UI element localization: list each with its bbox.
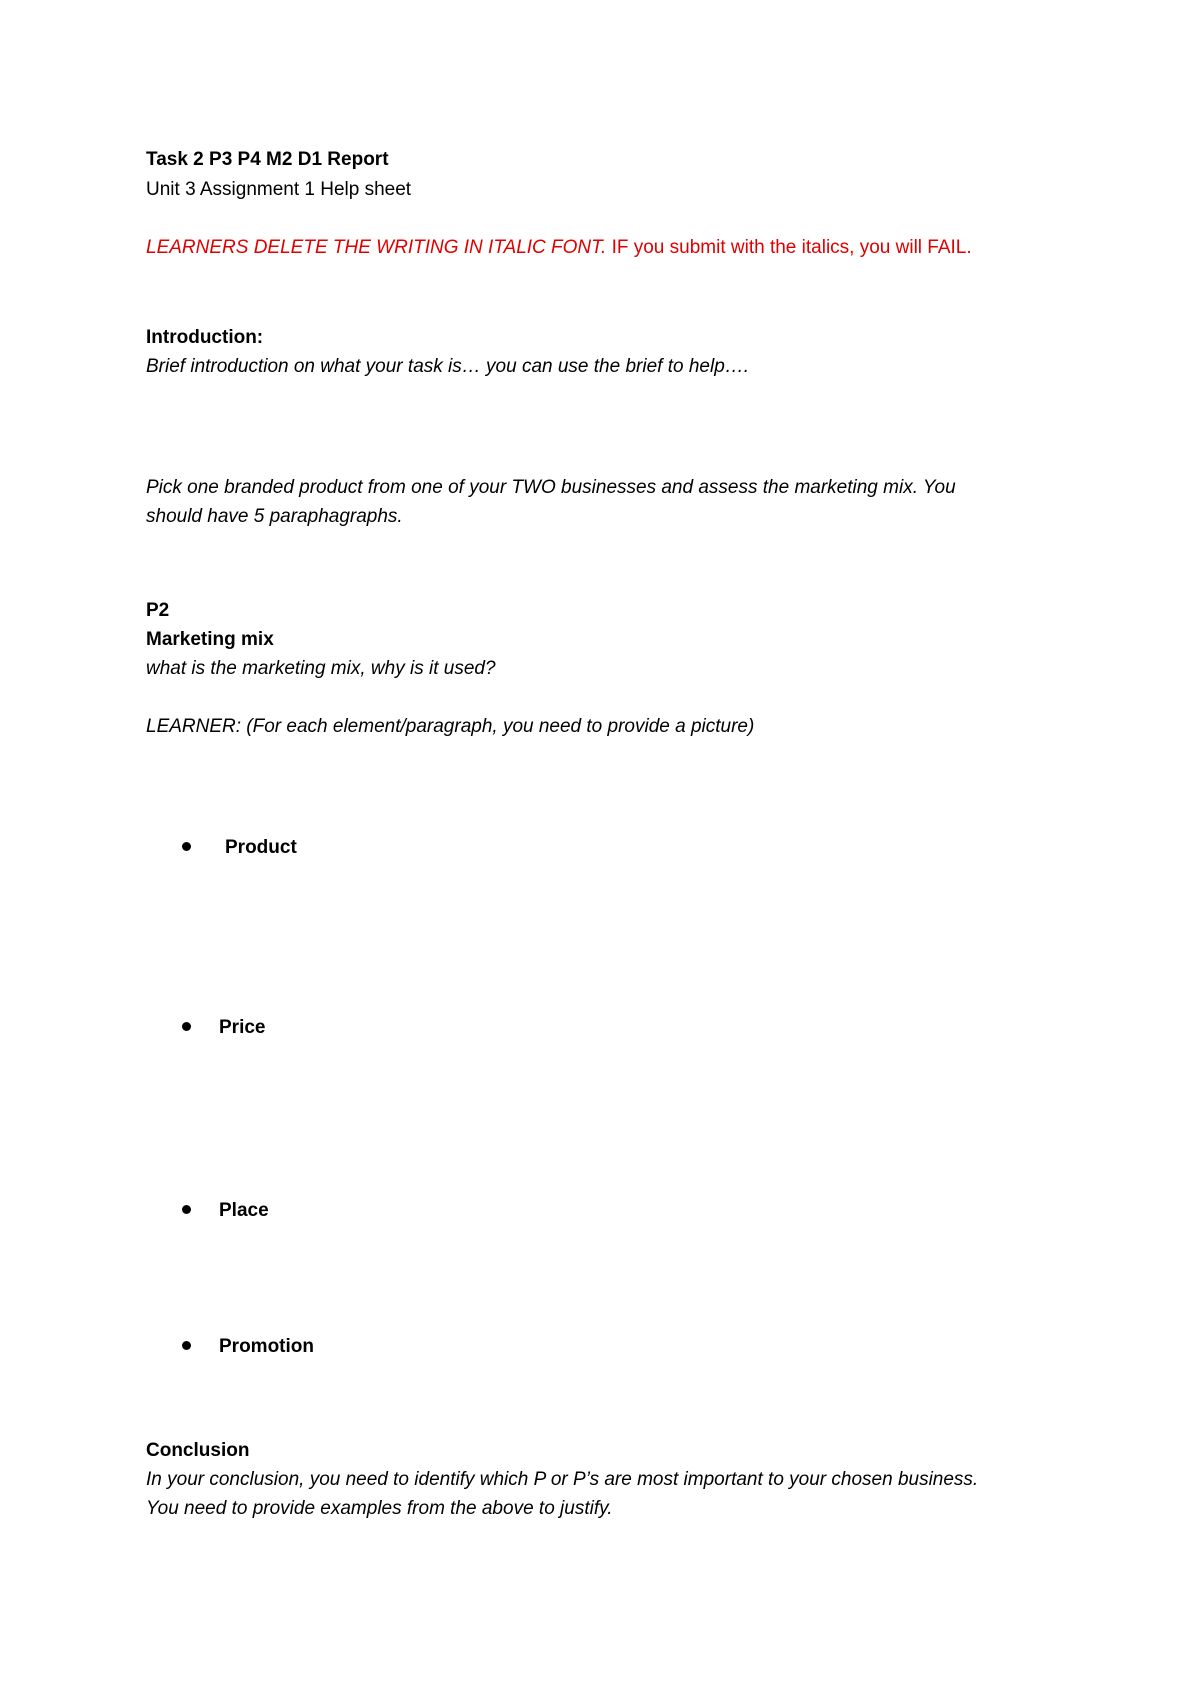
document-title: Task 2 P3 P4 M2 D1 Report xyxy=(146,149,389,170)
instruction-line-2: should have 5 paraphagraphs. xyxy=(146,506,403,527)
conclusion-heading: Conclusion xyxy=(146,1440,250,1461)
introduction-text: Brief introduction on what your task is… you can use the brief to help…. xyxy=(146,356,750,377)
bullet-promotion-label: Promotion xyxy=(219,1336,314,1357)
marketing-mix-question: what is the marketing mix, why is it used? xyxy=(146,658,496,679)
bullet-icon xyxy=(182,1205,191,1214)
marketing-mix-heading: Marketing mix xyxy=(146,629,274,650)
instruction-line-1: Pick one branded product from one of your TWO businesses and assess the marketing mix. You xyxy=(146,477,956,498)
bullet-product-label: Product xyxy=(225,837,297,858)
italic-warning xyxy=(146,234,972,262)
learner-note: LEARNER: (For each element/paragraph, you need to provide a picture) xyxy=(146,716,755,737)
warning-plain-text: IF you submit with the italics, you will FAIL. xyxy=(606,237,972,258)
conclusion-line-1: In your conclusion, you need to identify which P or P’s are most important to your chosen business. xyxy=(146,1469,979,1490)
bullet-icon xyxy=(182,1022,191,1031)
p2-label: P2 xyxy=(146,600,170,621)
warning-italic-text: LEARNERS DELETE THE WRITING IN ITALIC FONT. xyxy=(146,237,607,258)
conclusion-line-2: You need to provide examples from the above to justify. xyxy=(146,1498,613,1519)
bullet-icon xyxy=(182,842,191,851)
bullet-price-label: Price xyxy=(219,1017,266,1038)
introduction-heading: Introduction: xyxy=(146,327,264,348)
document-subtitle: Unit 3 Assignment 1 Help sheet xyxy=(146,179,412,200)
bullet-place-label: Place xyxy=(219,1200,269,1221)
bullet-icon xyxy=(182,1341,191,1350)
